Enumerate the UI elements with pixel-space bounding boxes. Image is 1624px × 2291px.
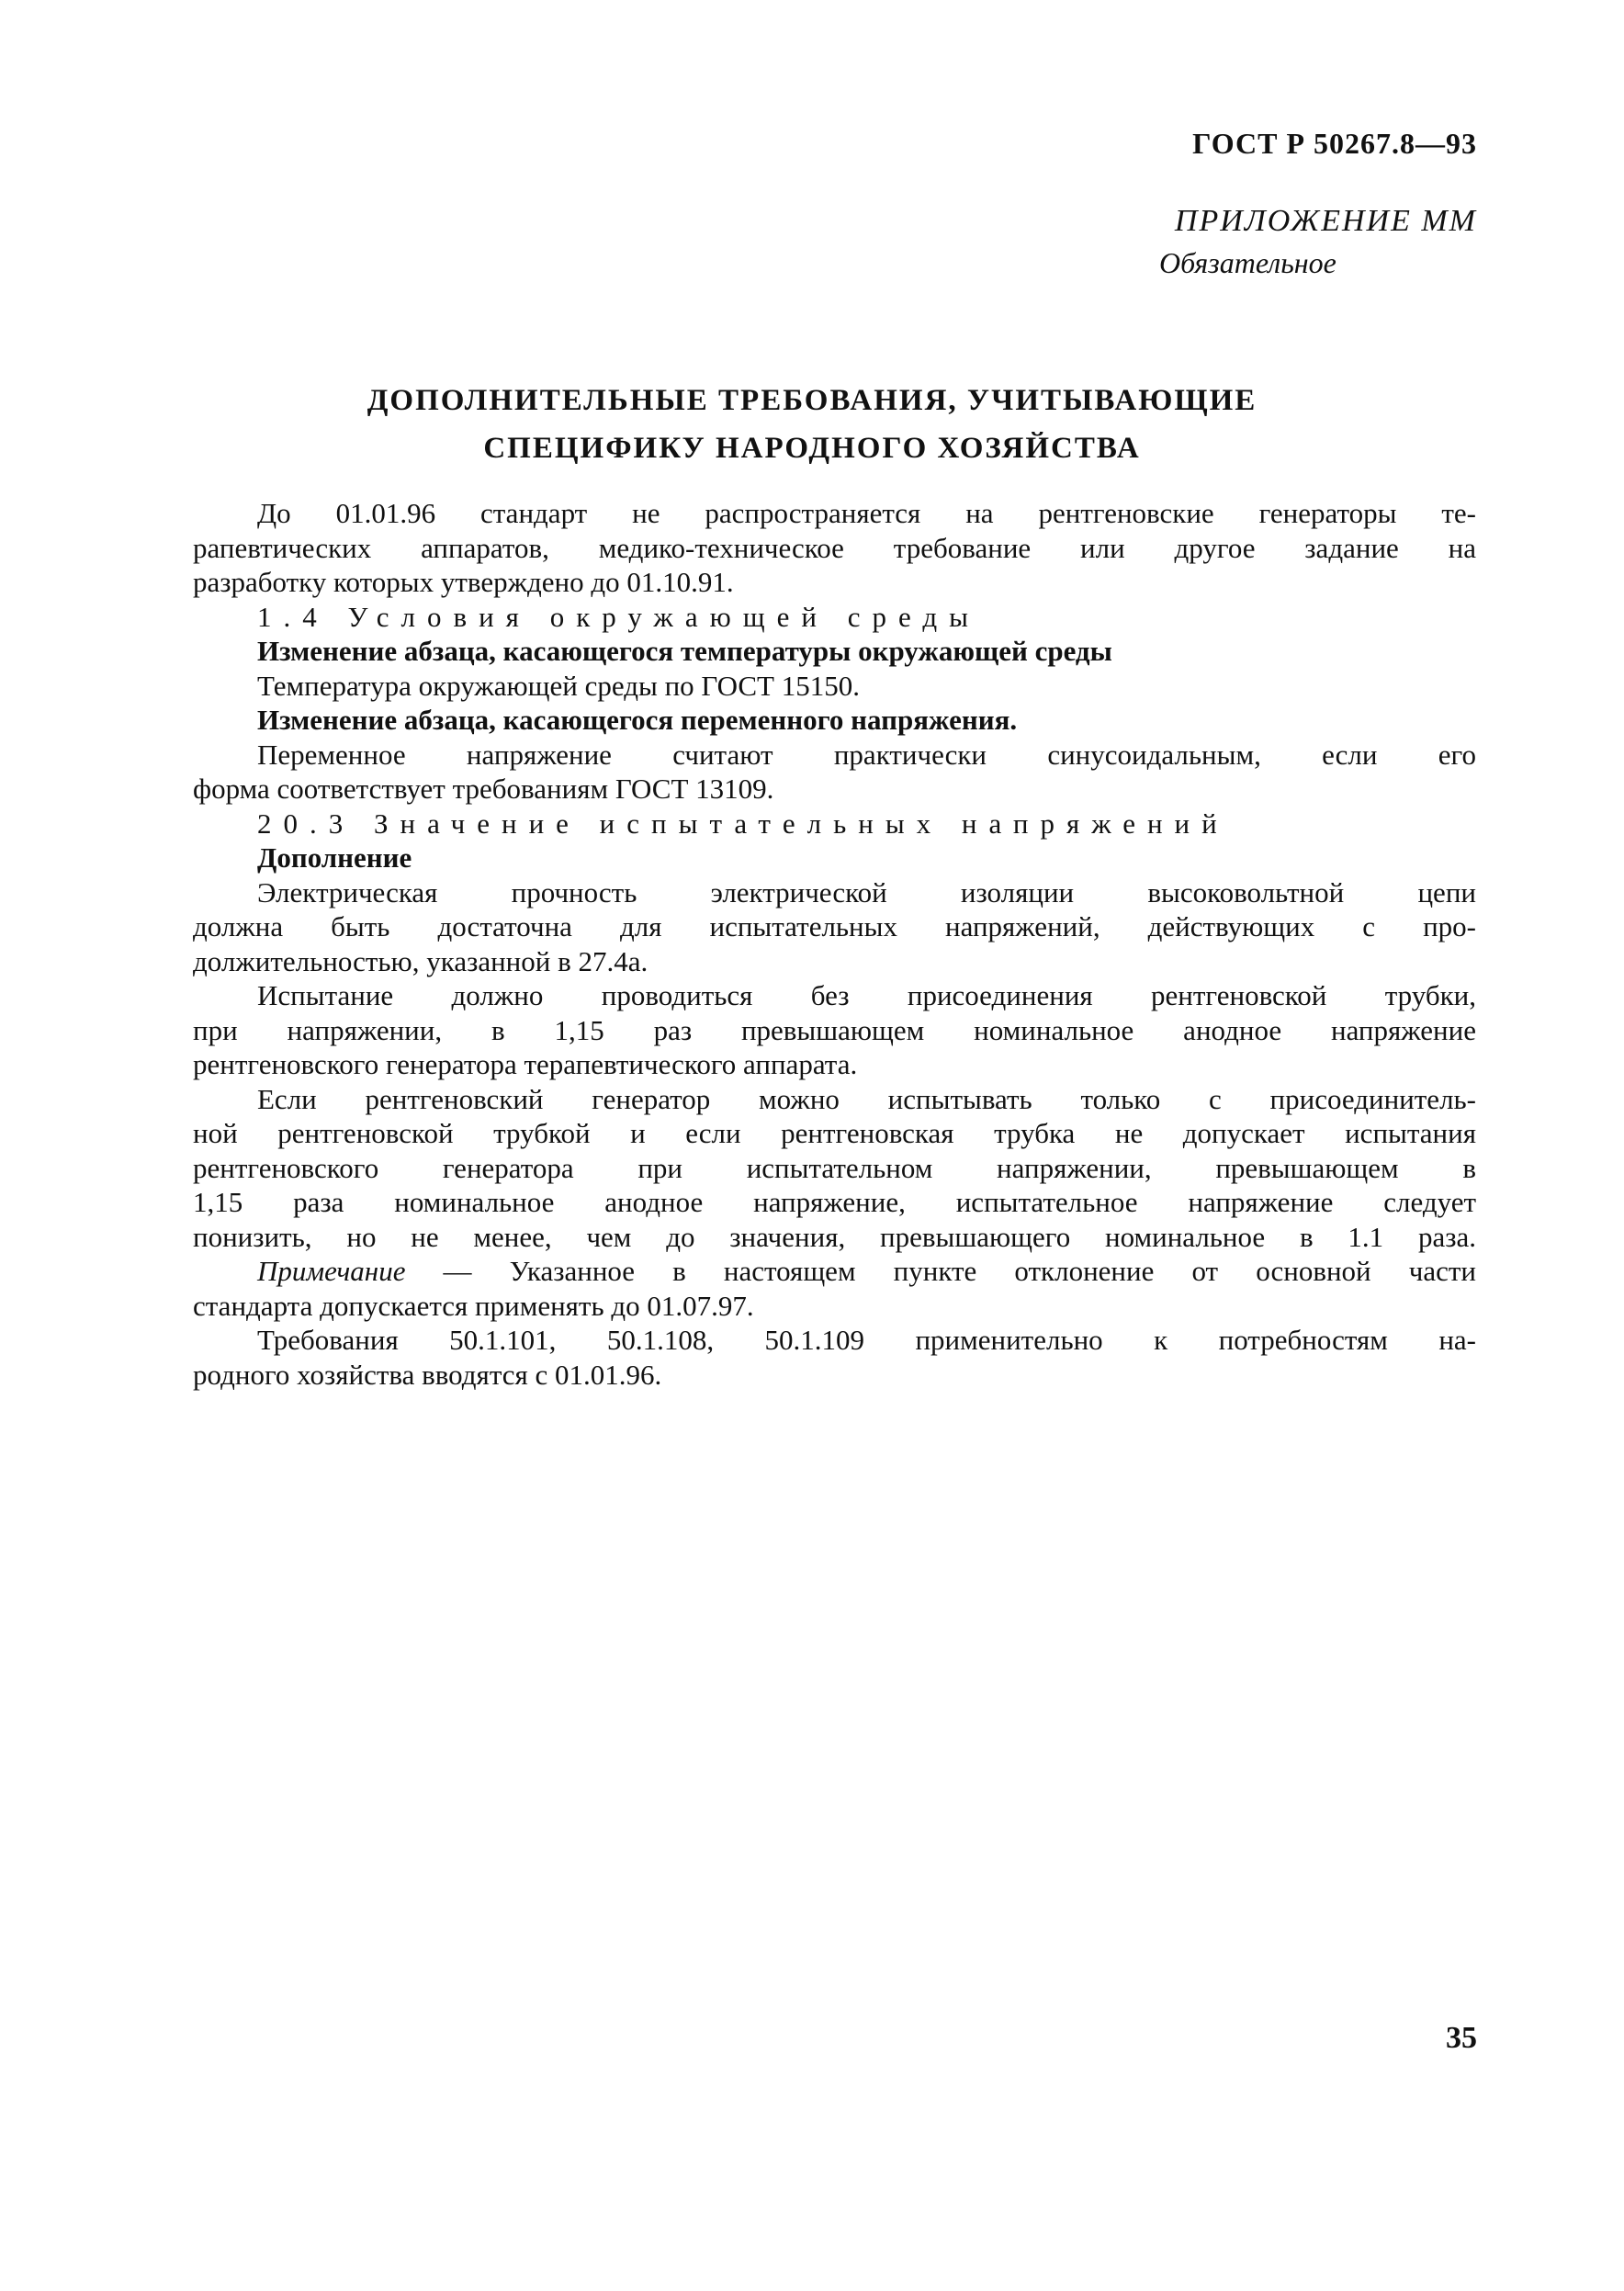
- text-line: Требования 50.1.101, 50.1.108, 50.1.109 применительно к потребностям на-: [257, 1324, 1476, 1356]
- text-line: ной рентгеновской трубкой и если рентгеновская трубка не допускает испытания: [193, 1117, 1476, 1149]
- subsection-heading: 1.4 Условия окружающей среды: [257, 600, 980, 633]
- text-line: Если рентгеновский генератор можно испытывать только с присоединитель-: [257, 1082, 1476, 1115]
- text-line: Электрическая прочность электрической изоляции высоковольтной цепи: [257, 875, 1476, 908]
- note-text: — Указанное в настоящем пункте отклонение от основной части: [405, 1255, 1476, 1287]
- text-line: Изменение абзаца, касающегося переменного напряжения.: [257, 704, 1018, 736]
- text-line: 1,15 раза номинальное анодное напряжение, испытательное напряжение следует: [193, 1186, 1476, 1218]
- note-label: Примечание: [257, 1255, 406, 1287]
- text-line: рапевтических аппаратов, медико-техническое требование или другое задание на: [193, 531, 1476, 564]
- text-line: Переменное напряжение считают практически синусоидальным, если его: [257, 738, 1476, 771]
- section-title-line-2: СПЕЦИФИКУ НАРОДНОГО ХОЗЯЙСТВА: [483, 432, 1141, 465]
- text-line: Дополнение: [257, 841, 412, 874]
- text-line: Температура окружающей среды по ГОСТ 15150.: [257, 669, 860, 702]
- text-line: понизить, но не менее, чем до значения, превышающего номинальное в 1.1 раза.: [193, 1220, 1476, 1253]
- section-title: [0, 377, 1624, 472]
- page-number: 35: [1446, 2021, 1477, 2055]
- text-line: Изменение абзаца, касающегося температуры окружающей среды: [257, 635, 1112, 667]
- text-line: стандарта допускается применять до 01.07.97.: [193, 1289, 754, 1322]
- text-line: разработку которых утверждено до 01.10.91.: [193, 566, 734, 598]
- subsection-heading: 20.3 Значение испытательных напряжений: [257, 807, 1229, 840]
- text-line: рентгеновского генератора терапевтического аппарата.: [193, 1048, 858, 1080]
- appendix-status: Обязательное: [1159, 246, 1336, 279]
- text-line: Испытание должно проводиться без присоединения рентгеновской трубки,: [257, 979, 1476, 1011]
- text-line: форма соответствует требованиям ГОСТ 13109.: [193, 773, 774, 805]
- standard-code: ГОСТ Р 50267.8—93: [1192, 127, 1477, 160]
- text-line: родного хозяйства вводятся с 01.01.96.: [193, 1358, 662, 1391]
- text-line: рентгеновского генератора при испытательном напряжении, превышающем в: [193, 1151, 1476, 1184]
- text-line: должительностью, указанной в 27.4а.: [193, 944, 648, 977]
- text-line: До 01.01.96 стандарт не распространяется на рентгеновские генераторы те-: [257, 497, 1476, 529]
- note-line: [193, 1254, 1476, 1289]
- appendix-title: ПРИЛОЖЕНИЕ ММ: [1174, 204, 1477, 238]
- body-text: [193, 496, 1476, 1392]
- section-title-line-1: ДОПОЛНИТЕЛЬНЫЕ ТРЕБОВАНИЯ, УЧИТЫВАЮЩИЕ: [367, 384, 1257, 417]
- text-line: должна быть достаточна для испытательных напряжений, действующих с про-: [193, 910, 1476, 942]
- text-line: при напряжении, в 1,15 раз превышающем номинальное анодное напряжение: [193, 1013, 1476, 1046]
